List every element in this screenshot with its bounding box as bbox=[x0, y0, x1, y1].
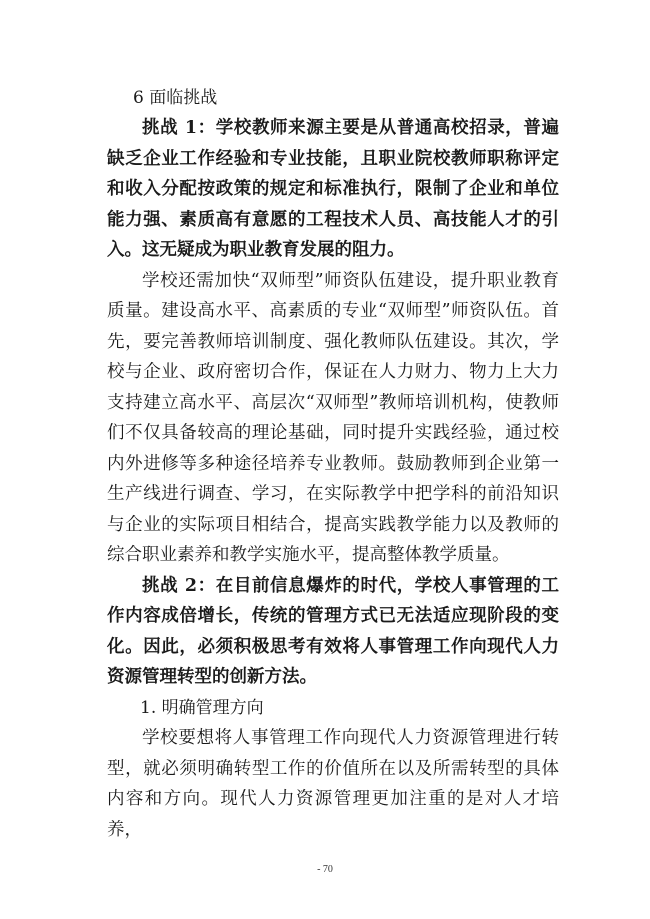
challenge-1-paragraph: 挑战 1：学校教师来源主要是从普通高校招录，普遍缺乏企业工作经验和专业技能，且职业院校教师职称评定和收入分配按政策的规定和标准执行，限制了企业和单位能力强、素质高有意愿的工程技术人员、高技能人才的引入。这无疑成为职业教育发展的阻力。 bbox=[107, 118, 559, 260]
body-paragraph-2: 学校要想将人事管理工作向现代人力资源管理进行转型，就必须明确转型工作的价值所在以及所需转型的具体内容和方向。现代人力资源管理更加注重的是对人才培养， bbox=[107, 728, 559, 840]
section-title: 6 面临挑战 bbox=[133, 88, 218, 108]
page-number: - 70 bbox=[317, 864, 333, 875]
body-paragraph-1: 学校还需加快“双师型”师资队伍建设，提升职业教育质量。建设高水平、高素质的专业“双师型”师资队伍。首先，要完善教师培训制度、强化教师队伍建设。其次，学校与企业、政府密切合作，保证在人力财力、物力上大力支持建立高水平、高层次“双师型”教师培训机构，使教师们不仅具备较高的理论基础，同时提升实践经验，通过校内外进修等多种途径培养专业教师。鼓励教师到企业第一生产线进行调查、学习，在实际教学中把学科的前沿知识与企业的实际项目相结合，提高实践教学能力以及教师的综合职业素养和教学实施水平，提高整体教学质量。 bbox=[107, 270, 559, 565]
challenge-2-paragraph: 挑战 2：在目前信息爆炸的时代，学校人事管理的工作内容成倍增长，传统的管理方式已无法适应现阶段的变化。因此，必须积极思考有效将人事管理工作向现代人力资源管理转型的创新方法。 bbox=[107, 575, 559, 687]
subsection-title: 1. 明确管理方向 bbox=[140, 697, 264, 718]
document-page bbox=[107, 84, 559, 845]
